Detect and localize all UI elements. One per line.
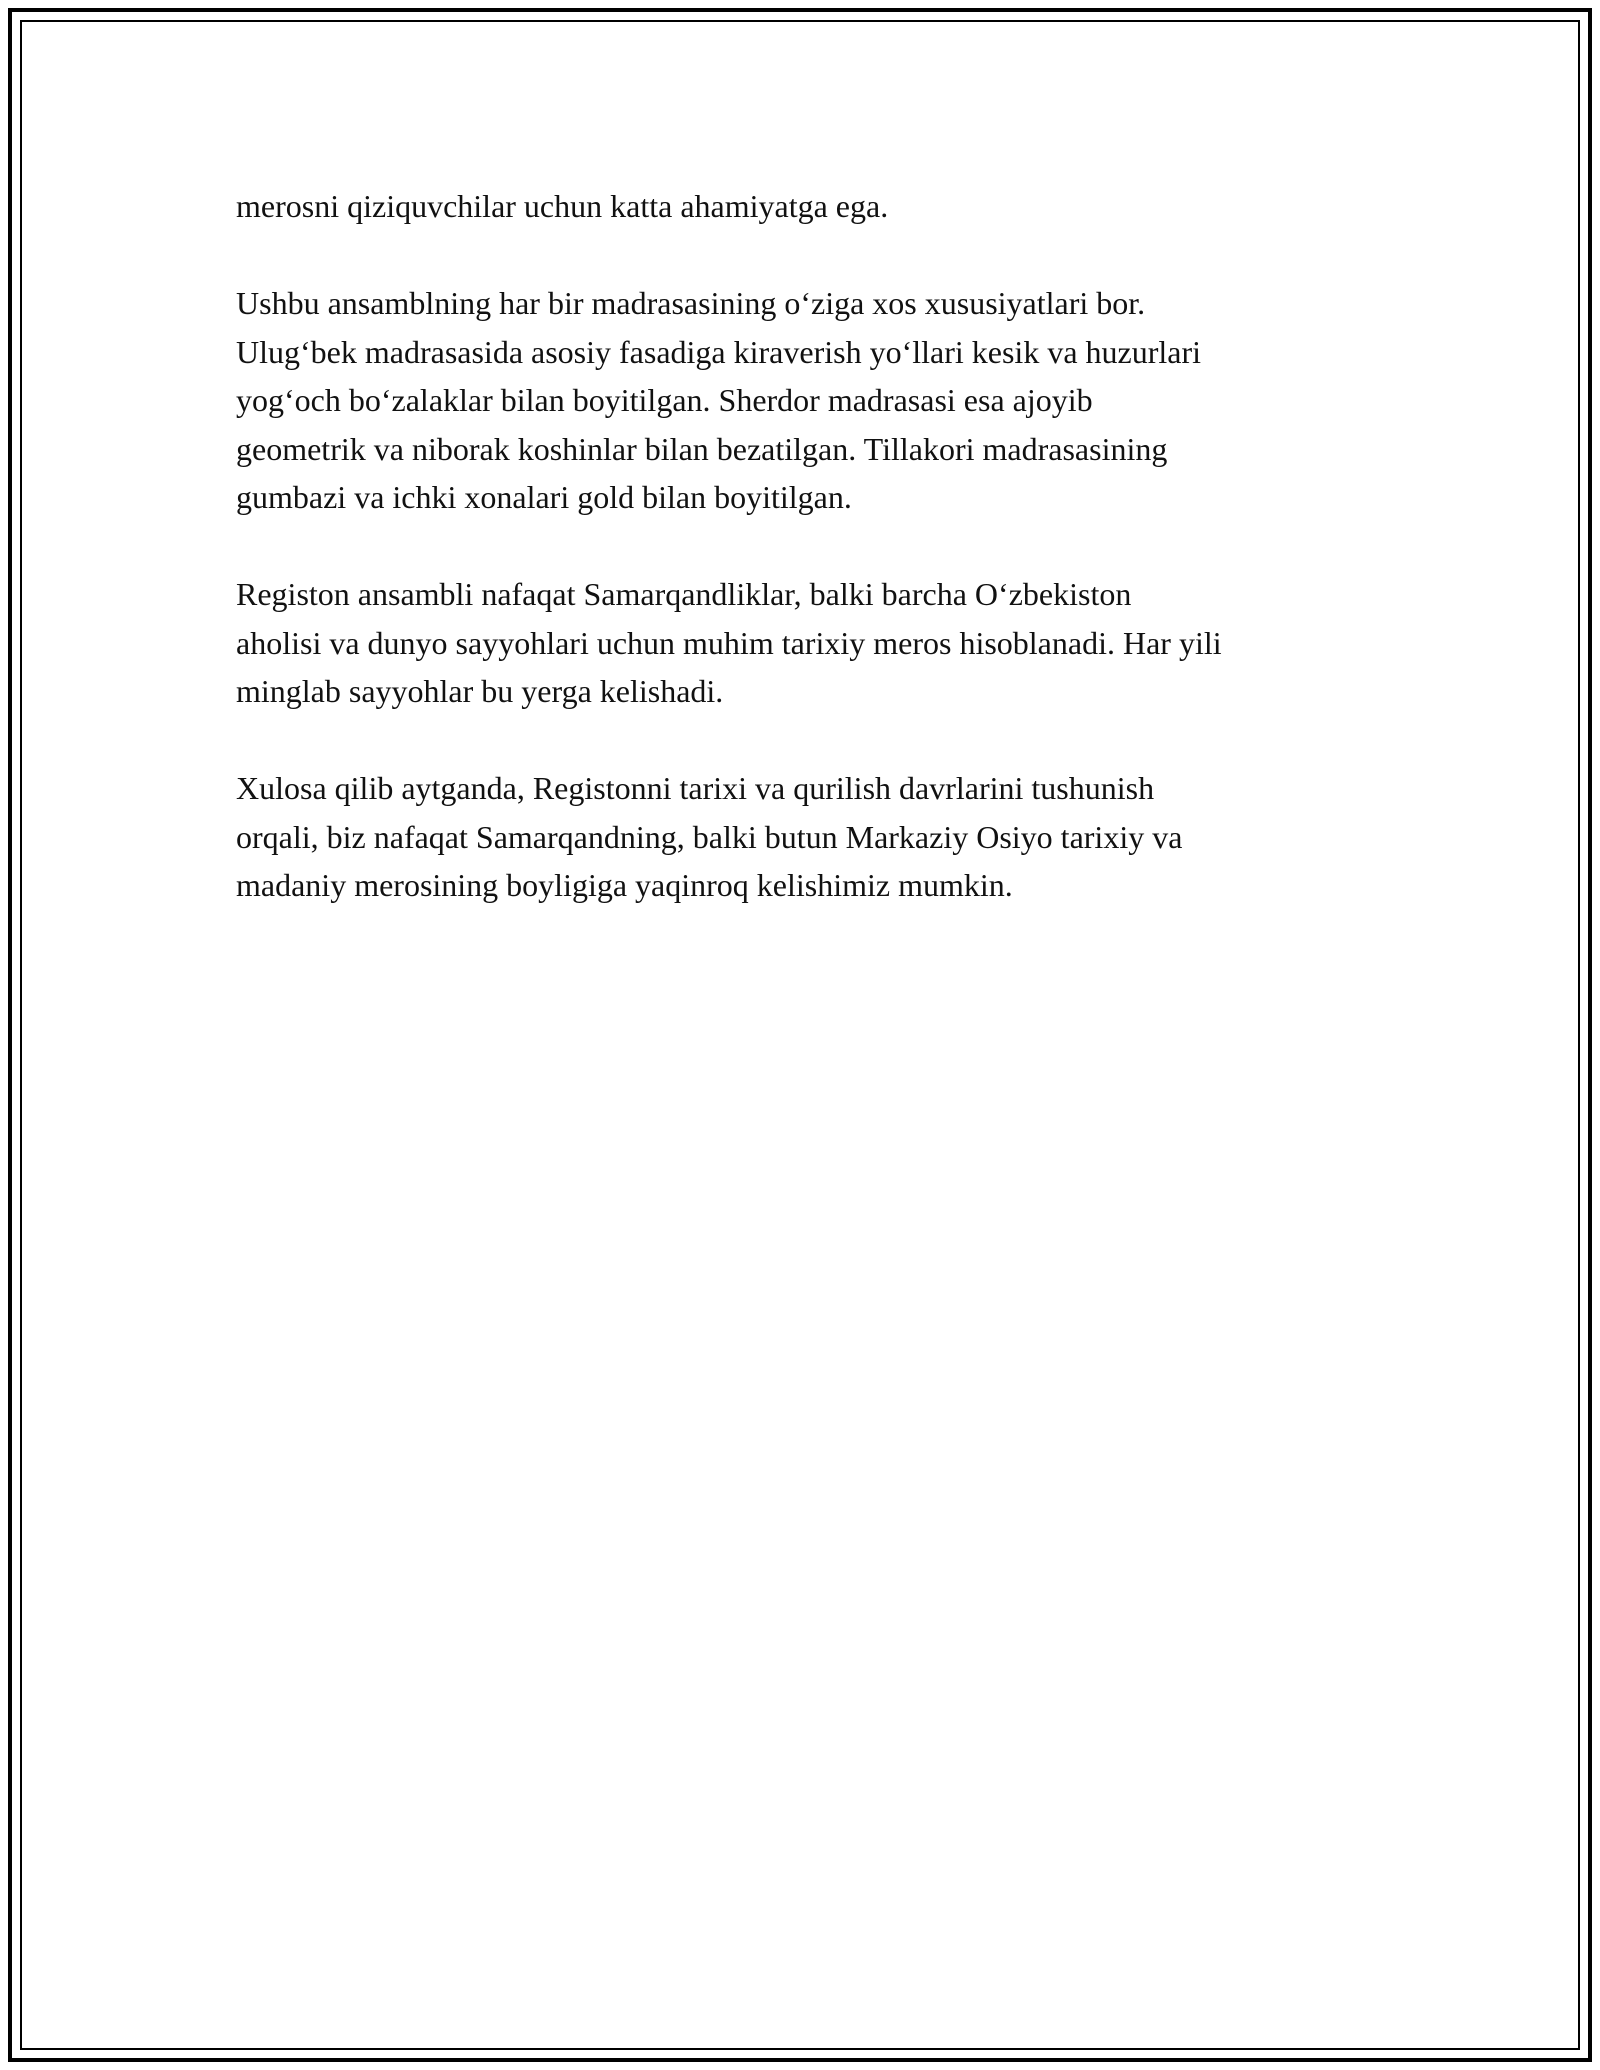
- paragraph-conclusion: Xulosa qilib aytganda, Registonni tarixi va qurilish davrlarini tushunish orqali, biz nafaqat Samarqandning, balki butun Markaziy Osiyo tarixiy va madaniy merosining boyligiga yaqinroq kelishimiz mumkin.: [236, 770, 1183, 903]
- paragraph-continuation: merosni qiziquvchilar uchun katta ahamiyatga ega.: [236, 188, 889, 224]
- paragraph-madrasas-features: Ushbu ansamblning har bir madrasasining o‘ziga xos xususiyatlari bor. Ulug‘bek madrasasida asosiy fasadiga kiraverish yo‘llari kesik va huzurlari yog‘och bo‘zalaklar bilan boyitilgan. Sherdor madrasasi esa ajoyib geometrik va niborak koshinlar bilan bezatilgan. Tillakori madrasasining gumbazi va ichki xonalari gold bilan boyitilgan.: [236, 285, 1202, 515]
- document-body: [236, 182, 1386, 958]
- paragraph-registon-heritage: Registon ansambli nafaqat Samarqandliklar, balki barcha O‘zbekiston aholisi va dunyo sayyohlari uchun muhim tarixiy meros hisoblanadi. Har yili minglab sayyohlar bu yerga kelishadi.: [236, 576, 1222, 709]
